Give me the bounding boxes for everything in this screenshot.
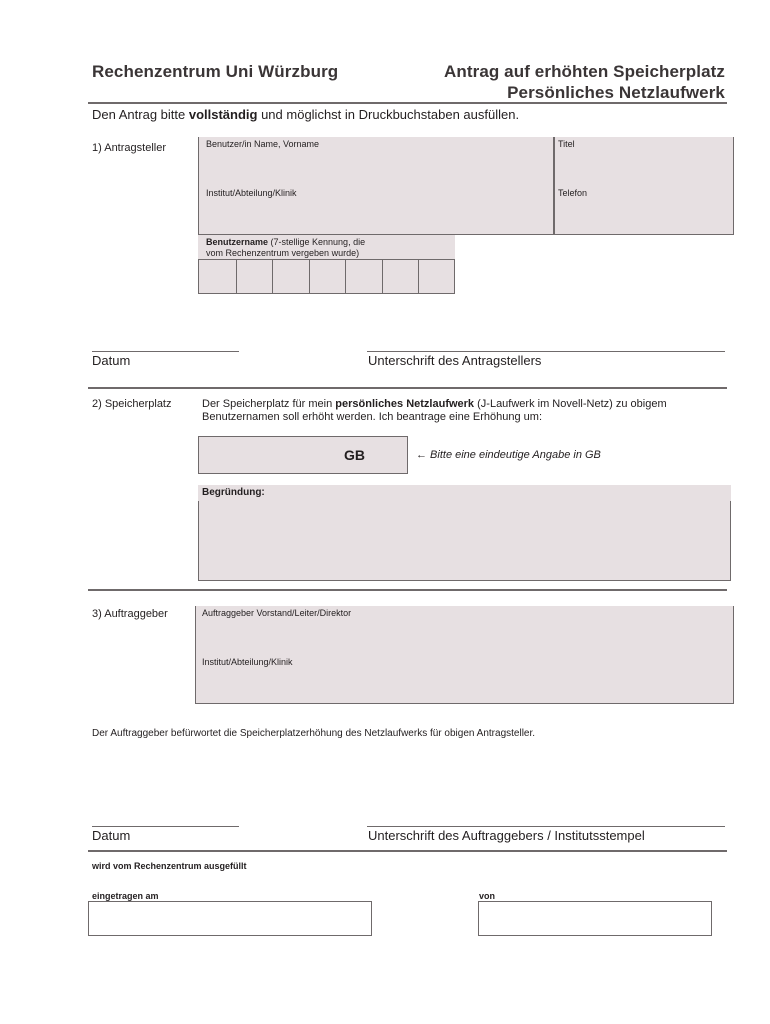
client-institute-label: Institut/Abteilung/Klinik bbox=[202, 657, 293, 667]
signature-label-1: Unterschrift des Antragstellers bbox=[368, 353, 542, 368]
phone-field-label: Telefon bbox=[558, 188, 588, 198]
signature-label-2: Unterschrift des Auftraggebers / Institutsstempel bbox=[368, 828, 645, 843]
username-cell-divider bbox=[382, 260, 383, 293]
org-name: Rechenzentrum Uni Würzburg bbox=[92, 62, 339, 81]
title-field[interactable] bbox=[554, 137, 734, 187]
date-label-1: Datum bbox=[92, 353, 131, 368]
signature-line-1[interactable] bbox=[367, 351, 725, 352]
form-title-line1: Antrag auf erhöhten Speicherplatz bbox=[443, 62, 725, 81]
section1-label: 1) Antragsteller bbox=[92, 142, 166, 154]
username-cell-divider bbox=[272, 260, 273, 293]
section2-text: Der Speicherplatz für mein persönliches Netzlaufwerk (J-Laufwerk im Novell-Netz) zu obigem Benutzernamen soll erhöht werden. Ich beantrage eine Erhöhung um: bbox=[202, 398, 667, 423]
section1-divider bbox=[88, 387, 727, 389]
by-label: von bbox=[479, 891, 496, 901]
username-cell-divider bbox=[418, 260, 419, 293]
intro-text: Den Antrag bitte vollständig und möglichst in Druckbuchstaben ausfüllen. bbox=[92, 107, 520, 122]
date-line-2[interactable] bbox=[92, 826, 239, 827]
section2-divider bbox=[88, 589, 727, 591]
section3-label: 3) Auftraggeber bbox=[92, 608, 168, 620]
gb-amount-field[interactable] bbox=[198, 436, 408, 474]
client-statement: Der Auftraggeber befürwortet die Speicherplatzerhöhung des Netzlaufwerks für obigen Antragsteller. bbox=[92, 728, 536, 739]
form-title-line2: Persönliches Netzlaufwerk bbox=[507, 83, 725, 102]
reason-header bbox=[198, 485, 731, 502]
username-label: Benutzername (7-stellige Kennung, die vom Rechenzentrum vergeben wurde) bbox=[206, 237, 366, 258]
entered-label: eingetragen am bbox=[92, 891, 159, 901]
office-use-note: wird vom Rechenzentrum ausgefüllt bbox=[92, 861, 247, 871]
gb-hint: ← Bitte eine eindeutige Angabe in GB bbox=[416, 449, 601, 461]
signature-line-2[interactable] bbox=[367, 826, 725, 827]
section2-label: 2) Speicherplatz bbox=[92, 398, 172, 410]
institute-field-label: Institut/Abteilung/Klinik bbox=[206, 188, 297, 198]
username-cell-divider bbox=[236, 260, 237, 293]
client-field-label: Auftraggeber Vorstand/Leiter/Direktor bbox=[202, 608, 352, 618]
username-cell-divider bbox=[345, 260, 346, 293]
username-cell-divider bbox=[309, 260, 310, 293]
title-field-label: Titel bbox=[558, 139, 575, 149]
section3-divider bbox=[88, 850, 727, 852]
date-line-1[interactable] bbox=[92, 351, 239, 352]
reason-field[interactable] bbox=[198, 501, 731, 581]
reason-label: Begründung: bbox=[202, 487, 265, 498]
entered-by-field[interactable] bbox=[478, 901, 712, 936]
entered-date-field[interactable] bbox=[88, 901, 372, 936]
name-field-label: Benutzer/in Name, Vorname bbox=[206, 139, 320, 149]
date-label-2: Datum bbox=[92, 828, 131, 843]
username-boxes[interactable] bbox=[198, 259, 455, 294]
gb-unit: GB bbox=[344, 447, 365, 463]
header-divider bbox=[88, 102, 727, 104]
